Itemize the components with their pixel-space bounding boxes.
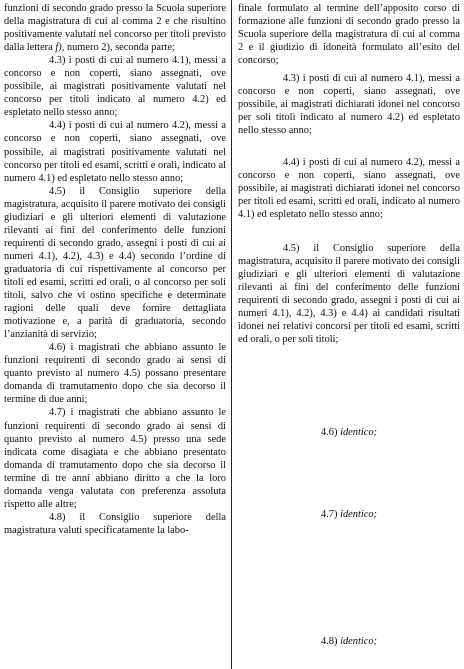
right-paragraph-4-4: 4.4) i posti di cui al numero 4.2), messi a concorso e non coperti, siano assegnati, ove possibile, ai magistrati dichiarati idonei nel concorso per titoli ed esami, scritti ed orali, indicato al numero 4.1) ed espletato nello stesso anno; (238, 157, 460, 221)
left-paragraph-4-4: 4.4) i posti di cui al numero 4.2), messi a concorso e non coperti, siano assegnati, ove possibile, ai magistrati positivamente valutati nel concorso per titoli ed esami, scritti e orali, indicato al numero 4.1) ed espletato nello stesso anno; (4, 120, 226, 184)
left-paragraph-4-7: 4.7) i magistrati che abbiano assunto le funzioni requirenti di secondo grado ai sensi di quanto previsto al numero 4.5) presso una sede indicata come disagiata e che abbiano presentato domanda di tramutamento dopo che sia decorso il termine di tre anni abbiano diritto a che la loro domanda venga valutata con preferenza assoluta rispetto alle altre; (4, 407, 226, 510)
left-paragraph-4-3: 4.3) i posti di cui al numero 4.1), messi a concorso e non coperti, siano assegnati, ove possibile, ai magistrati positivamente valutati nel concorso per titoli indicato al numero 4.2) ed espletato nello stesso anno; (4, 55, 226, 119)
right-paragraph-4-7: 4.7) identico; (321, 509, 377, 520)
left-paragraph-4-6: 4.6) i magistrati che abbiano assunto le funzioni requirenti di secondo grado ai sensi di quanto previsto al numero 4.5) possano presentare domanda di tramutamento dopo che sia decorso il termine di due anni; (4, 342, 226, 406)
right-paragraph-4-6: 4.6) identico; (321, 427, 377, 438)
right-paragraph-1: finale formulato al termine dell’apposito corso di formazione alle funzioni di secondo grado presso la Scuola superiore della magistratura di cui al comma 2 e il giudizio di idoneità formulato all’esito del concorso; (238, 3, 460, 67)
right-paragraph-4-3: 4.3) i posti di cui al numero 4.1), messi a concorso e non coperti, siano assegnati, ove possibile, ai magistrati dichiarati idonei nel concorso per soli titoli indicato al numero 4.2) ed espletato nello stesso anno; (238, 73, 460, 137)
left-paragraph-4-8: 4.8) il Consiglio superiore della magistratura valuti specificatamente la labo- (4, 511, 226, 536)
left-column (4, 2, 226, 537)
right-paragraph-4-5: 4.5) il Consiglio superiore della magistratura, acquisito il parere motivato dei consigli giudiziari e gli ulteriori elementi di valutazione rilevanti ai fini del conferimento delle funzioni requirenti di secondo grado, assegni i posti di cui ai numeri 4.1), 4.2), 4.3) e 4.4) ai candidati risultati idonei nei relativi concorsi per titoli ed esami, scritti ed orali, o per soli titoli; (238, 243, 460, 346)
right-paragraph-4-8: 4.8) identico; (321, 636, 377, 647)
left-paragraph-4-5: 4.5) il Consiglio superiore della magistratura, acquisito il parere motivato dei consigli giudiziari e gli ulteriori elementi di valutazione rilevanti ai fini del conferimento delle funzioni requirenti di secondo grado, assegni i posti di cui ai numeri 4.1), 4.2), 4.3) e 4.4) secondo l’ordine di graduatoria di cui rispettivamente al concorso per titoli ed esami, scritti ed orali, o al concorso per soli titoli, salvo che vi ostino specifiche e determinate ragioni delle quali deve fornire dettagliata motivazione e, a parità di graduatoria, secondo l’anzianità di servizio; (4, 185, 226, 341)
left-paragraph-1: funzioni di secondo grado presso la Scuola superiore della magistratura di cui al comma 2 e che risultino positivamente valutati nel concorso per titoli previsto dalla lettera f), numero 2), seconda parte; (4, 3, 226, 54)
column-divider (231, 0, 232, 669)
